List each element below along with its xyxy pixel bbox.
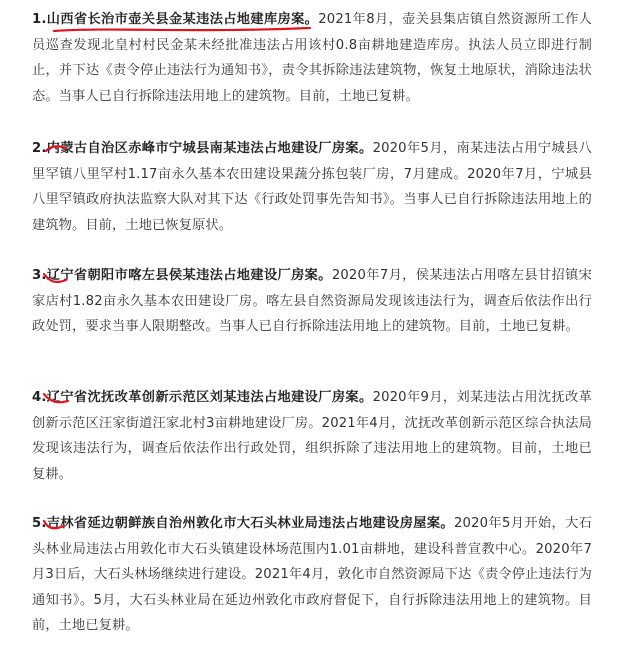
case-number-3: 3.: [32, 268, 47, 283]
case-item-2: [32, 136, 592, 238]
case-title-text-4: 辽宁省沈抚改革创新示范区刘某违法占地建设厂房案。: [46, 390, 373, 405]
case-title-text-5: 吉林省延边朝鲜族自治州敦化市大石头林业局违法占地建设房屋案。: [46, 516, 455, 531]
case-title-3: [32, 268, 332, 283]
case-number-1: 1.: [32, 12, 47, 27]
case-body-4: 2020年9月，刘某违法占用沈抚改革创新示范区汪家街道汪家北村3亩耕地建设厂房。2021年4月，沈抚改革创新示范区综合执法局发现该违法行为，调查后依法作出行政处罚，组织拆除了违法用地上的建筑物。目前，土地已复耕。: [32, 390, 592, 482]
case-number-4: 4.: [32, 390, 47, 405]
case-body-1: 2021年8月，壶关县集店镇自然资源所工作人员巡查发现北皇村村民金某未经批准违法占用该村0.8亩耕地建造库房。执法人员立即进行制止，并下达《责令停止违法行为通知书》，责令其拆除违法建筑物，恢复土地原状，消除违法状态。当事人已自行拆除违法用地上的建筑物。目前，土地已复耕。: [32, 12, 593, 104]
case-title-2: [32, 141, 373, 156]
case-body-2: 2020年5月，南某违法占用宁城县八里罕镇八里罕村1.17亩永久基本农田建设果蔬分拣包装厂房，7月建成。2020年7月，宁城县八里罕镇政府执法监察大队对其下达《行政处罚事先告知书》。当事人已自行拆除违法用地上的建筑物。目前，土地已恢复原状。: [32, 141, 592, 233]
case-number-2: 2.: [32, 141, 47, 156]
case-title-1: [32, 12, 318, 27]
case-item-4: [32, 385, 592, 487]
case-item-1: [32, 7, 592, 109]
case-item-5: [32, 511, 592, 639]
case-number-5: 5.: [32, 516, 47, 531]
case-title-5: [32, 516, 454, 531]
case-title-text-3: 辽宁省朝阳市喀左县侯某违法占地建设厂房案。: [46, 268, 332, 283]
case-title-text-1: 山西省长治市壶关县金某违法占地建库房案。: [46, 12, 319, 27]
case-body-5: 2020年5月开始，大石头林业局违法占用敦化市大石头镇建设林场范围内1.01亩耕地，建设科普宣教中心。2020年7月3日后，大石头林场继续进行建设。2021年4月，敦化市自然资源局下达《责令停止违法行为通知书》。5月，大石头林业局在延边州敦化市政府督促下，自行拆除违法用地上的建筑物。目前，土地已复耕。: [32, 516, 592, 633]
case-title-text-2: 内蒙古自治区赤峰市宁城县南某违法占地建设厂房案。: [46, 141, 373, 156]
case-title-4: [32, 390, 373, 405]
case-body-3: 2020年7月，侯某违法占用喀左县甘招镇宋家店村1.82亩永久基本农田建设厂房。喀左县自然资源局发现该违法行为，调查后依法作出行政处罚，要求当事人限期整改。当事人已自行拆除违法用地上的建筑物。目前，土地已复耕。: [32, 268, 592, 334]
case-item-3: [32, 263, 592, 340]
